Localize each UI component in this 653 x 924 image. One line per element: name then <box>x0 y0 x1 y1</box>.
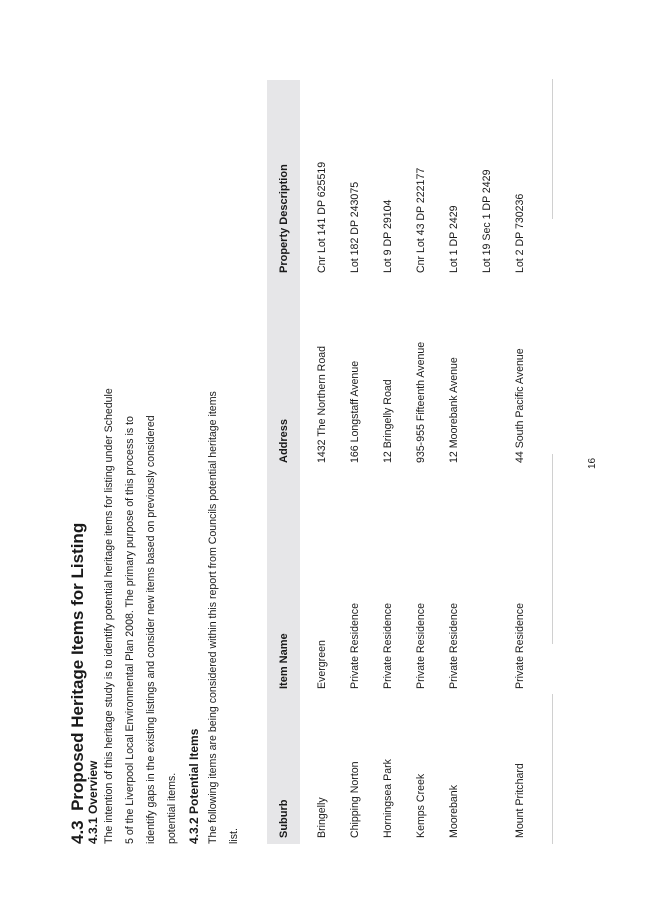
table-row-2-desc: Lot 182 DP 243075 <box>349 181 361 273</box>
header-address: Address <box>278 418 290 463</box>
table-row-5-address: 12 Moorebank Avenue <box>448 357 460 463</box>
overview-line-1: The intention of this heritage study is to identify potential heritage items for listing under Schedule <box>103 388 115 844</box>
table-rule-item <box>552 454 553 644</box>
table-row-5-desc-line-2: Lot 19 Sec 1 DP 2429 <box>481 169 493 273</box>
table-row-3-desc: Lot 9 DP 29104 <box>382 199 394 273</box>
section-title: Proposed Heritage Items for Listing <box>68 522 87 811</box>
table-row-5-suburb: Moorebank <box>448 785 460 838</box>
table-row-1-address: 1432 The Northern Road <box>316 345 328 463</box>
section-heading <box>68 523 88 844</box>
table-rule-suburb <box>552 694 553 844</box>
potential-heading: 4.3.2 Potential Items <box>187 728 201 844</box>
table-row-3-address: 12 Bringelly Road <box>382 379 394 463</box>
overview-line-4: potential items. <box>166 772 178 844</box>
section-number: 4.3 <box>68 820 87 844</box>
table-row-3-suburb: Horningsea Park <box>382 759 394 838</box>
table-row-6-address: 44 South Pacific Avenue <box>514 348 526 463</box>
table-row-6-item: Private Residence <box>514 603 526 689</box>
table-row-1-desc: Cnr Lot 141 DP 625519 <box>316 161 328 273</box>
table-row-4-item: Private Residence <box>415 603 427 689</box>
table-row-4-desc: Cnr Lot 43 DP 222177 <box>415 167 427 273</box>
table-row-3-item: Private Residence <box>382 603 394 689</box>
table-row-5-item: Private Residence <box>448 603 460 689</box>
table-row-2-item: Private Residence <box>349 603 361 689</box>
overview-heading: 4.3.1 Overview <box>86 760 100 844</box>
table-row-5-desc-line-1: Lot 1 DP 2429 <box>448 205 460 273</box>
table-row-2-suburb: Chipping Norton <box>349 761 361 838</box>
table-row-6-suburb: Mount Pritchard <box>514 763 526 838</box>
table-row-6-desc: Lot 2 DP 730236 <box>514 193 526 273</box>
table-row-2-address: 166 Longstaff Avenue <box>349 360 361 463</box>
potential-line-1: The following items are being considered within this report from Councils potential heritage items <box>207 391 219 844</box>
table-row-1-item: Evergreen <box>316 640 328 689</box>
table-rule-desc <box>552 79 553 219</box>
table-row-1-suburb: Bringelly <box>316 797 328 838</box>
table-row-4-address: 935-955 Fifteenth Avenue <box>415 341 427 463</box>
header-item-name: Item Name <box>278 633 290 689</box>
table-row-4-suburb: Kemps Creek <box>415 773 427 838</box>
page-number: 16 <box>587 457 598 469</box>
overview-line-2: 5 of the Liverpool Local Environmental Plan 2008. The primary purpose of this process is to <box>124 416 136 844</box>
overview-line-3: identify gaps in the existing listings and consider new items based on previously considered <box>145 415 157 844</box>
potential-line-2: list. <box>228 828 240 844</box>
header-property-description: Property Description <box>278 164 290 273</box>
header-suburb: Suburb <box>278 799 290 838</box>
